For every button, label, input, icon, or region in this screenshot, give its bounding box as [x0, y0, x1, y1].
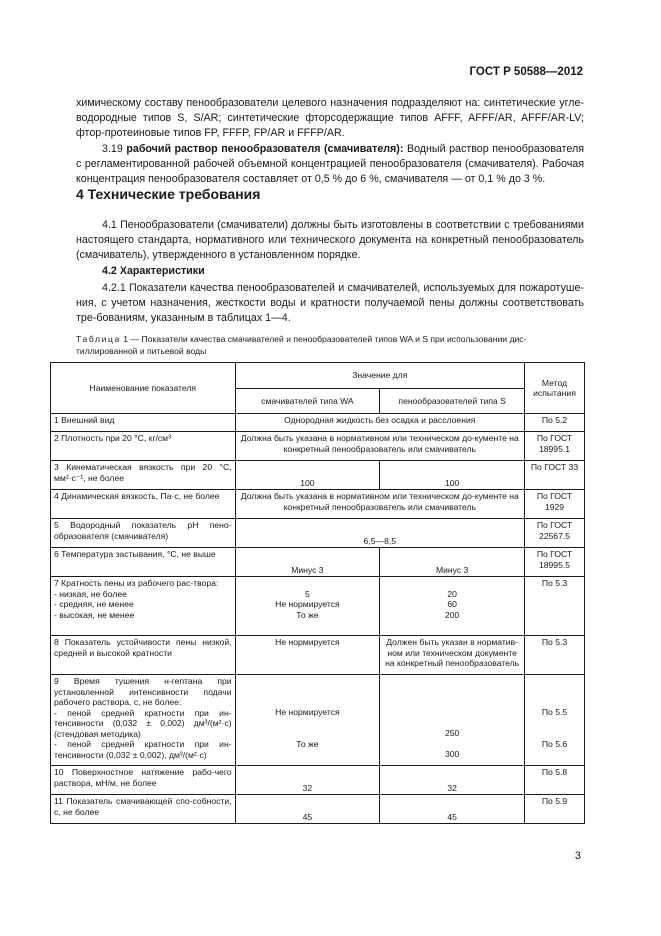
table-row [51, 432, 585, 461]
row-value-s: 32 [380, 766, 525, 795]
row-method: По 5.2 [525, 414, 585, 432]
table-row [51, 414, 585, 432]
row-name: 6 Температура застывания, °С, не выше [51, 548, 236, 577]
row-value-s: 100 [380, 461, 525, 490]
row-value-s: Должен быть указан в норматив-ном или техническом документе на конкретный пенообразователь [380, 636, 525, 675]
paragraph-4-2-1-text: 4.2.1 Показатели качества пенообразователей и смачивателей, используемых для пожаротуше-ния, с учетом назначения, жесткости воды и кратности получаемой пены должны соответствовать тре-бованиям, указанным в таблицах 1—4. [76, 282, 584, 324]
quality-table [50, 362, 585, 824]
definition-number: 3.19 [102, 143, 123, 155]
page-number: 3 [574, 850, 581, 862]
row-value-s [380, 577, 525, 636]
row-value-s: Минус 3 [380, 548, 525, 577]
table-row [51, 766, 585, 795]
table-header-row [51, 363, 585, 389]
row-name: 5 Водородный показатель рН пено-образователя (смачивателя) [51, 519, 236, 548]
value-line: Не нормируется [275, 707, 340, 717]
row-method: По ГОСТ 22567.5 [525, 519, 585, 548]
definition-3-19 [76, 142, 584, 187]
row-name-line: 9 Время тушения н-гептана при установленной интенсивности подачи рабочего раствора, с, не более: [54, 676, 232, 707]
row-name: 4 Динамическая вязкость, Па·с, не более [51, 490, 236, 519]
row-method: По 5.3 [525, 636, 585, 675]
value-line: То же [296, 738, 319, 749]
subsection-4-2-text: 4.2 Характеристики [102, 265, 205, 277]
value-line: То же [296, 609, 319, 620]
value-line: 300 [444, 748, 460, 759]
row-name: 1 Внешний вид [51, 414, 236, 432]
row-name [51, 577, 236, 636]
row-method [525, 675, 585, 766]
value-line: По 5.5 [541, 707, 568, 717]
paragraph-4-1-text: 4.1 Пенообразователи (смачиватели) должны быть изготовлены в соответствии с требованиями настоящего стандарта, нормативного или технического документа на конкретный пенообразователь (смачиватель), утвержденного в установленном порядке. [76, 219, 584, 261]
row-value: Должна быть указана в нормативном или техническом до-кументе на конкретный пенообразователь или смачиватель [235, 432, 524, 461]
paragraph-4-1 [76, 218, 584, 263]
section-title: 4 Технические требования [76, 186, 261, 202]
row-name-line: 7 Кратность пены из рабочего рас-твора: [54, 578, 219, 588]
header-wa: смачивателей типа WA [235, 388, 380, 414]
row-name-line: - средняя, не менее [54, 599, 134, 609]
header-name: Наименование показателя [51, 363, 236, 414]
value-line: По 5.6 [541, 738, 568, 749]
row-method: По ГОСТ 33 [525, 461, 585, 490]
row-value: Однородная жидкость без осадка и расслоения [235, 414, 524, 432]
table-caption-label: Таблица [76, 334, 121, 344]
row-value-wa: 100 [235, 461, 380, 490]
table-row [51, 636, 585, 675]
row-name [51, 675, 236, 766]
value-line: 5 [305, 588, 310, 599]
standard-code: ГОСТ Р 50588—2012 [469, 66, 583, 78]
row-value-s: 45 [380, 795, 525, 824]
row-method: По 5.9 [525, 795, 585, 824]
table-row [51, 795, 585, 824]
row-value-wa [235, 675, 380, 766]
header-value: Значение для [235, 363, 524, 389]
value-line: 60 [447, 599, 457, 609]
row-name: 10 Поверхностное натяжение рабо-чего раствора, мН/м, не более [51, 766, 236, 795]
table-caption-text: 1 — Показатели качества смачивателей и пенообразователей типов WA и S при использовании дис-тиллированной и питьевой воды [76, 334, 527, 356]
row-method: По 5.8 [525, 766, 585, 795]
definition-text: Водный раствор пенообразователя с регламентированной рабочей объемной концентрацией пенообразователя (смачивателя). Рабочая концентрация пенообразователя составляет от 0,5 % до 6 %, смачивателя — от 0,1 % до 3 %. [76, 143, 584, 185]
row-value-wa: 32 [235, 766, 380, 795]
row-value-wa [235, 577, 380, 636]
row-name-line: - низкая, не более [54, 588, 127, 599]
table-row [51, 675, 585, 766]
row-value: 6,5—8,5 [235, 519, 524, 548]
row-name-line: - пеной средней кратности при ин-тенсивности (0,032 ± 0,002), дм³/(м²·с) [54, 739, 232, 760]
paragraph-4-2-1 [76, 281, 584, 326]
row-value-s [380, 675, 525, 766]
value-line: 250 [444, 728, 460, 738]
intro-paragraph: химическому составу пенообразователи целевого назначения подразделяют на: синтетические угле-водородные типов S, S/AR; синтетические фторсодержащие типов AFFF, AFFF/AR, AFFF/AR-LV; фтор-протеиновые типов FP, FFFP, FP/AR и FFFP/AR. [76, 97, 584, 139]
row-value-wa: Не нормируется [235, 636, 380, 675]
row-method: По ГОСТ 18995.1 [525, 432, 585, 461]
row-value-wa: 45 [235, 795, 380, 824]
row-name-line: - пеной средней кратности при ин-тенсивности (0,032 ± 0,002) дм³/(м²·с) (стендовая методика) [54, 707, 232, 739]
row-name: 11 Показатель смачивающей спо-собности, с, не более [51, 795, 236, 824]
row-method: По 5.3 [525, 577, 585, 636]
row-name: 3 Кинематическая вязкость при 20 °С, мм²·с⁻¹, не более [51, 461, 236, 490]
row-method: По ГОСТ 18995.5 [525, 548, 585, 577]
table-caption [76, 333, 586, 357]
value-line: 20 [447, 588, 457, 599]
row-value-wa: Минус 3 [235, 548, 380, 577]
table-row [51, 519, 585, 548]
header-s: пенообразователей типа S [380, 388, 525, 414]
definition-term: рабочий раствор пенообразователя (смачивателя): [126, 143, 404, 155]
row-name: 2 Плотность при 20 °С, кг/см³ [51, 432, 236, 461]
row-value: Должна быть указана в нормативном или техническом до-кументе на конкретный пенообразователь или смачиватель [235, 490, 524, 519]
value-line: Не нормируется [275, 599, 340, 609]
header-method: Метод испытания [525, 363, 585, 414]
value-line: 200 [444, 609, 460, 620]
table-row [51, 490, 585, 519]
table-row [51, 548, 585, 577]
table-row [51, 461, 585, 490]
row-name: 8 Показатель устойчивости пены низкой, средней и высокой кратности [51, 636, 236, 675]
table-row [51, 577, 585, 636]
subsection-4-2 [76, 264, 584, 279]
row-name-line: - высокая, не менее [54, 609, 135, 620]
row-method: По ГОСТ 1929 [525, 490, 585, 519]
